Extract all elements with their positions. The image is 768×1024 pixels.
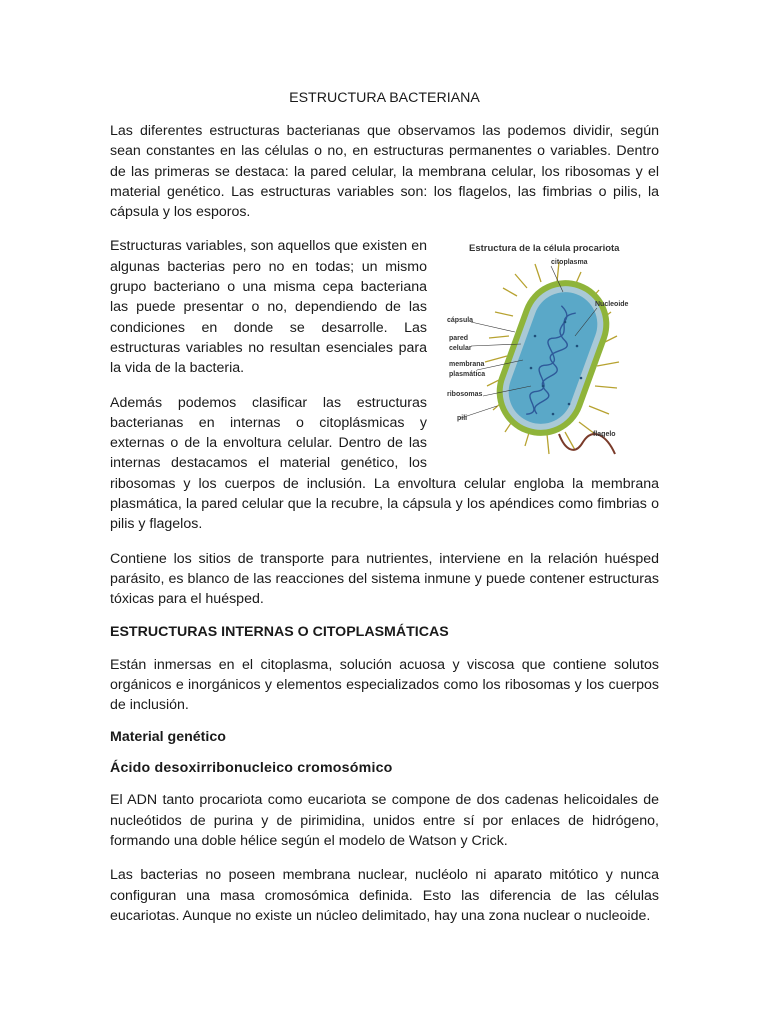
heading-adn-cromosomico: Ácido desoxirribonucleico cromosómico <box>110 760 393 777</box>
document-title: ESTRUCTURA BACTERIANA <box>289 90 480 106</box>
document-page <box>110 90 659 940</box>
prokaryotic-cell-figure <box>447 236 659 468</box>
prokaryotic-cell-diagram <box>447 236 659 468</box>
paragraph-adn: El ADN tanto procariota como eucariota se compone de dos cadenas helicoidales de nucleótidos de purina y de pirimidina, unidos entre sí por enlaces de hidrógeno, formando una doble hélice según el modelo de Watson y Crick. <box>110 792 659 850</box>
paragraph-citoplasma: Están inmersas en el citoplasma, solución acuosa y viscosa que contiene solutos orgánicos e inorgánicos y elementos especializados como los ribosomas y los cuerpos de inclusión. <box>110 656 659 714</box>
label-pili: pili <box>457 415 468 423</box>
label-nucleoide: Nucleoide <box>595 301 629 309</box>
label-pared-1: pared <box>449 335 469 343</box>
label-flagelo: flagelo <box>593 431 616 439</box>
heading-estructuras-internas: ESTRUCTURAS INTERNAS O CITOPLASMÁTICAS <box>110 623 449 640</box>
paragraph-contiene: Contiene los sitios de transporte para nutrientes, interviene en la relación huésped parásito, es blanco de las reacciones del sistema inmune y puede contener estructuras tóxicas para el huésped. <box>110 550 659 608</box>
label-citoplasma: citoplasma <box>551 259 588 267</box>
label-pared-2: celular <box>449 345 472 353</box>
figure-title: Estructura de la célula procariota <box>469 243 620 255</box>
paragraph-nucleoide: Las bacterias no poseen membrana nuclear, nucléolo ni aparato mitótico y nunca configuran una masa cromosómica definida. Esto las diferencia de las células eucariotas. Aunque no existe un núcleo delimitado, hay una zona nuclear o nucleoide. <box>110 867 659 924</box>
paragraph-intro: Las diferentes estructuras bacterianas que observamos las podemos dividir, según sean constantes en las células o no, en estructuras permanentes o variables. Dentro de las primeras se destaca: la pared celular, la membrana celular, los ribosomas y el material genético. Las estructuras variables son: los flagelos, las fimbrias o pilis, la cápsula y los esporos. <box>110 123 659 221</box>
paragraph-estructuras-variables: Estructuras variables, son aquellos que existen en algunas bacterias pero no en todas; un mismo grupo bacteriano o una misma cepa bacteriana las puede presentar o no, dependiendo de las condiciones en donde se desarrolle. Las estructuras variables no resultan esenciales para la vida de la bacteria. <box>110 238 427 377</box>
label-capsula: cápsula <box>447 317 474 325</box>
label-ribosomas: ribosomas <box>447 391 483 399</box>
heading-material-genetico: Material genético <box>110 729 226 746</box>
label-membrana-1: membrana <box>449 361 485 369</box>
paragraph-clasificacion: Además podemos clasificar las estructuras bacterianas en internas o citoplásmicas y externas o de la envoltura celular. Dentro de las internas destacamos el material genético, los ribosomas y los cuerpos de inclusión. La envoltura celular engloba la membrana plasmática, la pared celular que la recubre, la cápsula y los apéndices como fimbrias o pilis y flagelos. <box>110 394 659 533</box>
label-membrana-2: plasmática <box>449 371 486 379</box>
